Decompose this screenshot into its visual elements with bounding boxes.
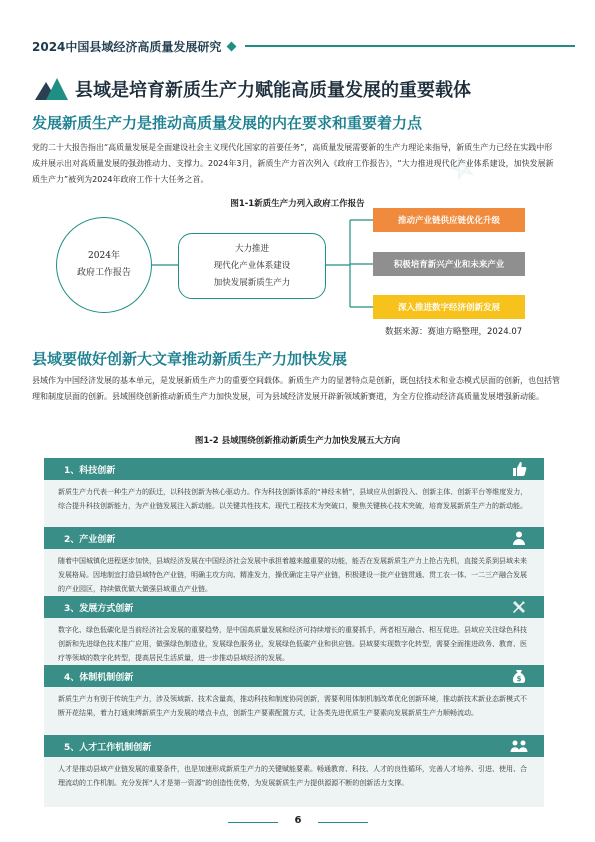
- figure-1-title: 图1-1新质生产力列入政府工作报告: [230, 199, 365, 209]
- figure-2-title: 图1-2 县域围绕创新推动新质生产力加快发展五大方向: [194, 436, 401, 446]
- thumbs-up-icon: [510, 460, 528, 478]
- header-title: 2024中国县域经济高质量发展研究: [32, 39, 222, 54]
- section-title: 县域是培育新质生产力赋能高质量发展的重要载体: [75, 80, 471, 101]
- panel-heading: 3、发展方式创新: [64, 603, 134, 614]
- section-heading: [35, 76, 471, 102]
- page-number: 6: [294, 815, 302, 826]
- figure-1: [32, 205, 562, 325]
- panel-text: 数字化、绿色低碳化是当前经济社会发展的重要趋势，是中国高质量发展和经济可持续增长的重要抓手，两者相互融合、相互促进。县域应关注绿色科技创新和先进绿色技术推广应用，做强绿色制造业，发展绿色服务业，发展绿色低碳产业和供应链。县域要实现数字化转型，需要全面推进政务、教育、医疗等领域的数字化转型，提高居民生活质量，进一步推动县域经济的发展。: [44, 618, 544, 670]
- task-box-3: 深入推进数字经济创新发展: [373, 295, 525, 319]
- panel-heading: 2、产业创新: [64, 534, 116, 545]
- panel-text: 人才是推动县域产业链发展的重要条件，也是加速形成新质生产力的关键赋能要素。畅通教育、科技、人才的良性循环，完善人才培养、引进、使用、合理流动的工作机制。充分发挥“人才是第一资源”的创造性优势，为发展新质生产力提供源源不断的创新活力支撑。: [44, 757, 544, 807]
- footer-divider: [318, 822, 368, 823]
- task-box-1: 推动产业链供应链优化升级: [373, 208, 525, 232]
- paragraph-1: 党的二十大报告指出“高质量发展是全面建设社会主义现代化国家的首要任务”，高质量发展需要新的生产力理论来指导，新质生产力已经在实践中形成并展示出对高质量发展的强劲推动力、支撑力。2024年3月，新质生产力首次列入《政府工作报告》，“大力推进现代化产业体系建设，加快发展新质生产力”被列为2024年政府工作十大任务之首。: [32, 143, 554, 184]
- panel-header: [44, 458, 544, 480]
- circle-line-2: 政府工作报告: [76, 268, 131, 278]
- panel-text: 随着中国城镇化进程逐步加快，县域经济发展在中国经济社会发展中承担着越来越重要的功能，能否在发展新质生产力上抢占先机，直接关系到县域未来发展格局。因地制宜打造县域特色产业链，明确主攻方向、精准发力，操优确定主导产业链，积极建设一批产业链贯通、贯工农一体、一二三产融合发展的产业园区，持续做优做大做强县域重点产业链。: [44, 549, 544, 603]
- panel-text: 新质生产力代表一种生产力的跃迁，以科技创新为核心驱动力。作为科技创新体系的“神经末梢”，县域应从创新投入、创新主体、创新平台等维度发力，综合提升科技创新能力，为产业链发展注入新动能。以关键共性技术、现代工程技术为突破口，聚焦关键核心技术突破，培育发展新质生产力的新动能。: [44, 480, 544, 532]
- money-bag-icon: [510, 667, 528, 685]
- subsection-title-1: 发展新质生产力是推动高质量发展的内在要求和重要着力点: [32, 114, 423, 132]
- people-icon: [510, 737, 528, 755]
- center-box: [178, 233, 326, 299]
- direction-panel: [44, 458, 544, 532]
- figure-1-source: 数据来源：赛迪方略整理，2024.07: [385, 327, 523, 337]
- page-header: [32, 36, 575, 56]
- direction-panel: [44, 665, 544, 739]
- circle-line-1: 2024年: [88, 251, 120, 261]
- panel-header: [44, 527, 544, 549]
- panel-header: [44, 735, 544, 757]
- panel-heading: 5、人才工作机制创新: [64, 742, 152, 753]
- page-footer: [0, 815, 595, 829]
- tools-icon: [510, 598, 528, 616]
- person-icon: [510, 529, 528, 547]
- report-circle: [56, 217, 152, 313]
- panel-header: [44, 665, 544, 687]
- paragraph-2: 县域作为中国经济发展的基本单元，是发展新质生产力的重要空间载体。新质生产力的显著特点是创新，既包括技术和业态模式层面的创新，也包括管理和制度层面的创新。县域围绕创新推动新质生产力加快发展，可为县域经济发展开辟新领域新赛道，为全方位推动经济高质量发展增强新动能。: [32, 376, 560, 401]
- center-line-2: 现代化产业体系建设: [213, 260, 291, 271]
- panel-header: [44, 596, 544, 618]
- direction-panel: [44, 527, 544, 603]
- panel-heading: 4、体制机制创新: [64, 672, 134, 683]
- watermark: ⛤: [444, 146, 480, 189]
- center-line-3: 加快发展新质生产力: [213, 277, 291, 288]
- mountain-icon: [35, 78, 67, 100]
- header-divider: [245, 45, 575, 47]
- svg-text:$: $: [516, 675, 522, 683]
- center-line-1: 大力推进: [234, 243, 269, 254]
- footer-divider: [228, 822, 278, 823]
- direction-panel: [44, 596, 544, 670]
- direction-panel: [44, 735, 544, 807]
- panel-text: 新质生产力有别于传统生产力，涉及领域新、技术含量高，推动科技和制度协同创新，需要利用体制机制改革优化创新环境，推动新技术新业态新模式不断开花结果，着力打通束缚新质生产力发展的堵点卡点，创新生产要素配置方式，让各类先进优质生产要素向发展新质生产力顺畅流动。: [44, 687, 544, 739]
- subsection-title-2: 县域要做好创新大文章推动新质生产力加快发展: [32, 350, 348, 368]
- diamond-icon: [227, 41, 237, 51]
- task-box-2: 积极培育新兴产业和未来产业: [373, 252, 525, 276]
- panel-heading: 1、科技创新: [64, 465, 116, 476]
